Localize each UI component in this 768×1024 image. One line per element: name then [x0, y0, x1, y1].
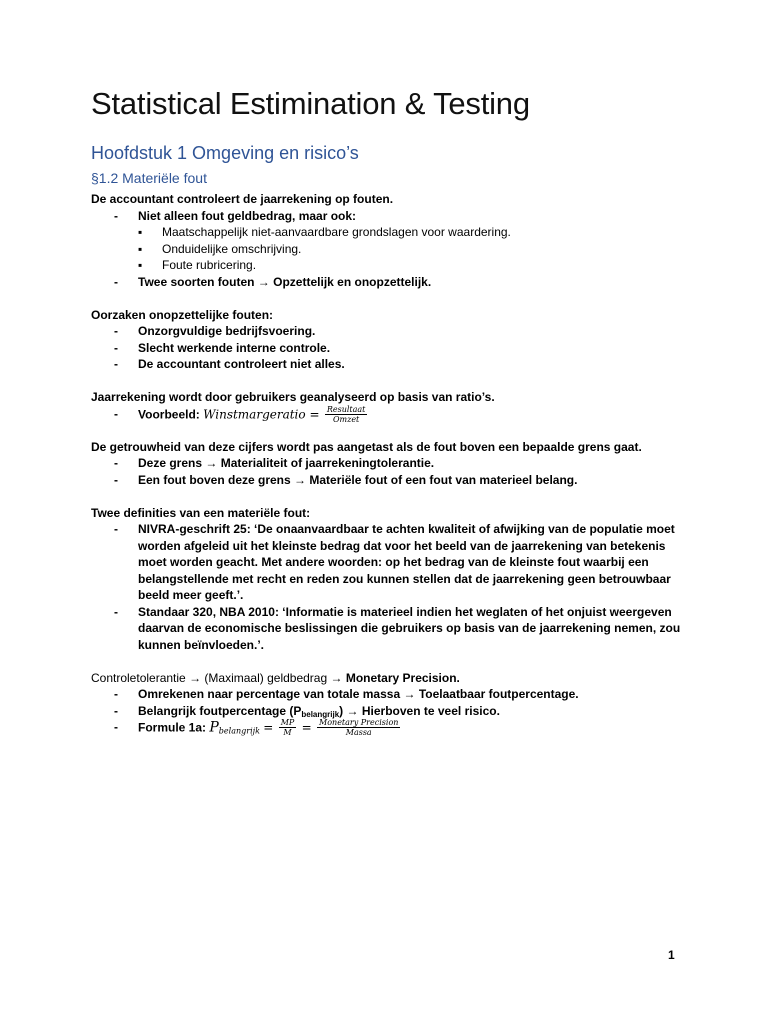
- square-bullet-icon: ▪: [138, 258, 143, 272]
- dash-bullet: -: [114, 522, 118, 536]
- intro-text: Controletolerantie: [91, 670, 186, 685]
- dash-bullet: -: [114, 604, 118, 619]
- subscript: belangrijk: [301, 709, 340, 719]
- page-number: 1: [668, 948, 675, 962]
- dash-bullet: -: [114, 703, 118, 718]
- dash-bullet: -: [114, 472, 118, 487]
- list-item-text: Belangrijk foutpercentage (P: [138, 703, 302, 718]
- list-item: [91, 323, 691, 340]
- dash-bullet: -: [114, 274, 118, 289]
- list-item-text: Materialiteit of jaarrekeningtolerantie.: [220, 456, 435, 470]
- list-item: [91, 521, 691, 604]
- dash-bullet: -: [114, 456, 118, 470]
- math-equals: =: [263, 720, 274, 735]
- square-bullet-icon: ▪: [138, 225, 143, 239]
- list-item-text: De accountant controleert niet alles.: [138, 357, 345, 371]
- list-item-text: Onzorgvuldige bedrijfsvoering.: [138, 324, 316, 338]
- list-item: [91, 208, 691, 225]
- list-item-text: Toelaatbaar foutpercentage.: [418, 687, 579, 701]
- math-fraction: [279, 718, 297, 737]
- list-item-text: Niet alleen fout geldbedrag, maar ook:: [138, 208, 357, 223]
- list-item-text: ): [339, 703, 344, 718]
- list-item: [91, 604, 691, 654]
- intro-text: (Maximaal) geldbedrag: [204, 670, 328, 685]
- paragraph-intro: De accountant controleert de jaarrekening op fouten.: [91, 192, 394, 206]
- list-item-text: Voorbeeld:: [138, 407, 200, 422]
- sub-list-item: [91, 241, 691, 258]
- list-item: [91, 703, 691, 720]
- list-item-text: Slecht werkende interne controle.: [138, 340, 331, 355]
- dash-bullet: -: [114, 406, 118, 421]
- paragraph-intro: De getrouwheid van deze cijfers wordt pas aangetast als de fout boven een bepaalde grens gaat.: [91, 439, 642, 454]
- paragraph-intro: Twee definities van een materiële fout:: [91, 505, 311, 520]
- list-item: [91, 356, 691, 373]
- sub-list-item-text: Onduidelijke omschrijving.: [162, 241, 302, 256]
- fraction-numerator: MP: [280, 718, 295, 727]
- paragraph-intro: Oorzaken onopzettelijke fouten:: [91, 307, 274, 322]
- dash-bullet: -: [114, 340, 118, 355]
- fraction-denominator: Omzet: [332, 414, 360, 424]
- math-equals: =: [301, 720, 312, 735]
- fraction-numerator: Resultaat: [326, 404, 366, 414]
- arrow-right-icon: →: [346, 703, 359, 718]
- list-item-text: Materiële fout of een fout van materieel belang.: [309, 472, 578, 487]
- list-item: [91, 406, 691, 428]
- list-item: [91, 686, 691, 703]
- math-variable: P: [209, 719, 219, 736]
- list-item: [91, 340, 691, 357]
- math-expression: Winstmargeratio =: [203, 407, 320, 422]
- list-item: [91, 719, 691, 741]
- list-item-text: Omrekenen naar percentage van totale massa: [138, 687, 401, 701]
- arrow-right-icon: →: [257, 274, 270, 289]
- dash-bullet: -: [114, 324, 118, 338]
- list-item-text: Deze grens: [138, 456, 203, 470]
- list-item-text: Een fout boven deze grens: [138, 472, 291, 487]
- dash-bullet: -: [114, 208, 118, 223]
- paragraph-intro: Jaarrekening wordt door gebruikers geanalyseerd op basis van ratio’s.: [91, 390, 495, 404]
- document-title: Statistical Estimination & Testing: [91, 86, 530, 121]
- chapter-heading: Hoofdstuk 1 Omgeving en risico’s: [91, 143, 359, 163]
- list-item: [91, 274, 691, 291]
- fraction-denominator: Massa: [345, 728, 372, 737]
- sub-list-item-text: Foute rubricering.: [162, 258, 257, 272]
- sub-list-item: [91, 257, 691, 274]
- arrow-right-icon: →: [294, 472, 307, 487]
- list-item: [91, 455, 691, 472]
- list-item-text: Hierboven te veel risico.: [361, 703, 500, 718]
- list-item-text: Standaar 320, NBA 2010: ‘Informatie is materieel indien het weglaten of het onjuist weergeven daarvan de economische beslissingen die gebruikers op basis van de jaarrekening nemen, zou kunnen beïnvloeden.’.: [138, 604, 681, 652]
- arrow-right-icon: →: [205, 456, 218, 470]
- section-heading: §1.2 Materiële fout: [91, 170, 207, 186]
- square-bullet-icon: ▪: [138, 241, 143, 256]
- document-body: [91, 191, 691, 741]
- fraction-denominator: M: [283, 728, 292, 737]
- sub-list-item: [91, 224, 691, 241]
- dash-bullet: -: [114, 357, 118, 371]
- fraction-numerator: Monetary Precision: [319, 718, 399, 727]
- dash-bullet: -: [114, 720, 118, 734]
- arrow-right-icon: →: [403, 687, 416, 701]
- list-item: [91, 472, 691, 489]
- list-item-text: Formule 1a:: [138, 720, 207, 735]
- list-item-text: Opzettelijk en onopzettelijk.: [273, 274, 432, 289]
- arrow-right-icon: →: [189, 670, 202, 685]
- math-subscript: belangrijk: [218, 726, 260, 736]
- math-fraction: [325, 405, 368, 424]
- arrow-right-icon: →: [330, 670, 343, 685]
- dash-bullet: -: [114, 687, 118, 701]
- math-fraction: [317, 718, 400, 737]
- paragraph-intro: [91, 670, 691, 687]
- sub-list-item-text: Maatschappelijk niet-aanvaardbare grondslagen voor waardering.: [162, 225, 511, 239]
- list-item-text: NIVRA-geschrift 25: ‘De onaanvaardbaar te achten kwaliteit of afwijking van de populatie moet worden afgeleid uit het kleinste bedrag dat voor het beeld van de jaarrekening van betekenis moet worden geacht. Met andere woorden: op het bedrag van de kleinste fout waarbij een belangstellende met recht en reden zou kunnen stellen dat de jaarrekening geen betrouwbaar beeld meer geeft.’.: [138, 522, 675, 602]
- list-item-text: Twee soorten fouten: [138, 274, 255, 289]
- intro-text-bold: Monetary Precision.: [345, 670, 460, 685]
